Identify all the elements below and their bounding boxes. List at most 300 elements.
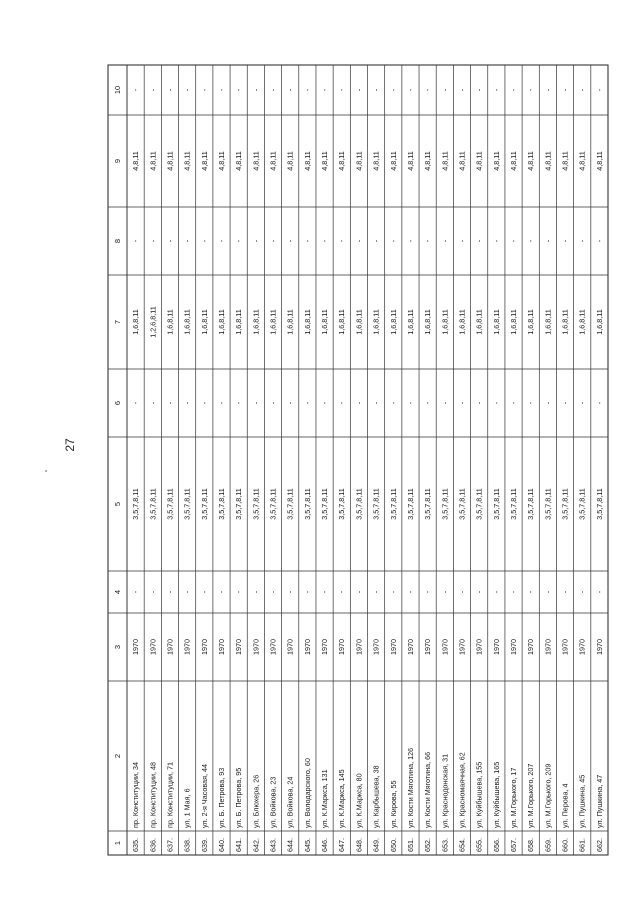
table-cell-col-6: - [457, 401, 467, 405]
table-cell-col-4: - [251, 590, 261, 594]
table-cell-col-7: 1,6,8,11 [302, 309, 312, 335]
table-cell-col-5: 3,5,7,8,11 [165, 488, 175, 520]
table-cell-col-5: 3,5,7,8,11 [216, 488, 226, 520]
table-cell-col-9: 4,8,11 [388, 151, 398, 171]
table-cell-col-4: - [165, 590, 175, 594]
table-cell-col-2: пр. Конституции, 48 [148, 761, 158, 828]
table-cell-col-2: пр. Конституции, 71 [165, 761, 175, 828]
table-cell-col-8: - [405, 239, 415, 243]
table-cell-col-5: 3,5,7,8,11 [148, 488, 158, 520]
table-cell-col-4: - [148, 590, 158, 594]
table-cell-col-3: 1970 [131, 639, 141, 655]
table-row [440, 88, 449, 852]
table-cell-col-4: - [560, 590, 570, 594]
table-cell-col-1: 653. [440, 838, 450, 852]
column-header-4: 4 [113, 589, 122, 595]
table-cell-col-4: - [594, 590, 604, 594]
table-cell-col-7: 1,6,8,11 [354, 309, 364, 335]
table-cell-col-9: 4,8,11 [577, 151, 587, 171]
table-row [526, 88, 535, 852]
table-cell-col-5: 3,5,7,8,11 [388, 488, 398, 520]
table-cell-col-4: - [199, 590, 209, 594]
table-cell-col-7: 1,6,8,11 [509, 309, 519, 335]
column-header-5: 5 [113, 501, 122, 507]
table-cell-col-4: - [543, 590, 553, 594]
table-cell-col-8: - [182, 239, 192, 243]
table-cell-col-3: 1970 [371, 639, 381, 655]
table-cell-col-3: 1970 [337, 639, 347, 655]
table-cell-col-8: - [320, 239, 330, 243]
table-cell-col-1: 656. [491, 838, 501, 852]
table-cell-col-2: ул. К.Маркса, 80 [354, 773, 364, 828]
table-cell-col-4: - [405, 590, 415, 594]
table-cell-col-3: 1970 [320, 639, 330, 655]
table-cell-col-8: - [251, 239, 261, 243]
table-cell-col-8: - [199, 239, 209, 243]
table-row [509, 88, 518, 852]
table-row [389, 88, 398, 852]
table-cell-col-10: - [148, 88, 158, 92]
table-cell-col-6: - [148, 401, 158, 405]
column-header-2: 2 [113, 753, 122, 759]
table-cell-col-6: - [543, 401, 553, 405]
column-header-7: 7 [113, 319, 122, 325]
table-cell-col-3: 1970 [457, 639, 467, 655]
table-cell-col-7: 1,6,8,11 [131, 309, 141, 335]
table-cell-col-9: 4,8,11 [423, 151, 433, 171]
table-cell-col-10: - [457, 88, 467, 92]
table-row [234, 88, 243, 852]
table-cell-col-4: - [474, 590, 484, 594]
table-cell-col-2: ул. 2-я Часовая, 44 [199, 764, 209, 828]
table-cell-col-1: 660. [560, 838, 570, 852]
table-cell-col-4: - [234, 590, 244, 594]
table-cell-col-2: ул. Кости Мяготина, 126 [405, 747, 415, 828]
table-cell-col-3: 1970 [423, 639, 433, 655]
table-cell-col-1: 654. [457, 838, 467, 852]
table-cell-col-6: - [320, 401, 330, 405]
table-cell-col-7: 1,6,8,11 [474, 309, 484, 335]
table-cell-col-2: ул. Кирова, 55 [388, 780, 398, 828]
table-cell-col-9: 4,8,11 [509, 151, 519, 171]
table-cell-col-5: 3,5,7,8,11 [371, 488, 381, 520]
table-cell-col-10: - [251, 88, 261, 92]
table-cell-col-5: 3,5,7,8,11 [560, 488, 570, 520]
table-cell-col-1: 639. [199, 838, 209, 852]
table-cell-col-1: 662. [594, 838, 604, 852]
table-cell-col-7: 1,6,8,11 [251, 309, 261, 335]
table-cell-col-5: 3,5,7,8,11 [302, 488, 312, 520]
table-cell-col-3: 1970 [165, 639, 175, 655]
table-cell-col-9: 4,8,11 [594, 151, 604, 171]
table-cell-col-10: - [474, 88, 484, 92]
table-cell-col-6: - [560, 401, 570, 405]
table-cell-col-9: 4,8,11 [371, 151, 381, 171]
table-cell-col-4: - [457, 590, 467, 594]
table-cell-col-3: 1970 [148, 639, 158, 655]
table-cell-col-8: - [491, 239, 501, 243]
table-cell-col-8: - [234, 239, 244, 243]
table-cell-col-2: ул. Перова, 4 [560, 783, 570, 828]
table-row [595, 88, 604, 852]
table-cell-col-1: 649. [371, 838, 381, 852]
table-cell-col-7: 1,6,8,11 [577, 309, 587, 335]
table-cell-col-3: 1970 [234, 639, 244, 655]
table-cell-col-2: пр. Конституции, 34 [131, 761, 141, 828]
table-row [337, 88, 346, 852]
table-cell-col-8: - [337, 239, 347, 243]
table-cell-col-10: - [371, 88, 381, 92]
table-row [354, 88, 363, 852]
table-row [131, 88, 140, 852]
table-cell-col-9: 4,8,11 [526, 151, 536, 171]
table-cell-col-3: 1970 [491, 639, 501, 655]
table-cell-col-6: - [371, 401, 381, 405]
table-cell-col-3: 1970 [526, 639, 536, 655]
table-row [475, 88, 484, 852]
table-cell-col-4: - [131, 590, 141, 594]
table-cell-col-8: - [474, 239, 484, 243]
table-cell-col-3: 1970 [182, 639, 192, 655]
table-cell-col-8: - [165, 239, 175, 243]
table-cell-col-1: 635. [131, 838, 141, 852]
rotated-table [108, 65, 608, 855]
table-cell-col-8: - [509, 239, 519, 243]
grid-lines [108, 65, 608, 855]
table-cell-col-3: 1970 [354, 639, 364, 655]
table-cell-col-3: 1970 [302, 639, 312, 655]
table-cell-col-4: - [371, 590, 381, 594]
table-cell-col-3: 1970 [405, 639, 415, 655]
table-cell-col-1: 658. [526, 838, 536, 852]
table-cell-col-7: 1,6,8,11 [337, 309, 347, 335]
table-cell-col-7: 1,6,8,11 [543, 309, 553, 335]
table-cell-col-2: ул. М.Горького, 207 [526, 763, 536, 828]
table-cell-col-3: 1970 [216, 639, 226, 655]
table-cell-col-10: - [320, 88, 330, 92]
table-cell-col-6: - [423, 401, 433, 405]
table-cell-col-9: 4,8,11 [182, 151, 192, 171]
table-cell-col-6: - [526, 401, 536, 405]
table-cell-col-2: ул. Пушкина, 47 [594, 774, 604, 828]
scan-speck [45, 470, 47, 472]
table-cell-col-2: ул. 1 Мая, 6 [182, 788, 192, 828]
table-cell-col-5: 3,5,7,8,11 [234, 488, 244, 520]
table-cell-col-6: - [216, 401, 226, 405]
table-cell-col-3: 1970 [440, 639, 450, 655]
table-cell-col-7: 1,6,8,11 [285, 309, 295, 335]
table-row [183, 88, 192, 852]
table-cell-col-7: 1,6,8,11 [560, 309, 570, 335]
table-cell-col-1: 643. [268, 838, 278, 852]
table-cell-col-9: 4,8,11 [457, 151, 467, 171]
table-cell-col-9: 4,8,11 [165, 151, 175, 171]
table-cell-col-2: ул. Войкова, 24 [285, 776, 295, 828]
table-cell-col-8: - [285, 239, 295, 243]
table-cell-col-9: 4,8,11 [474, 151, 484, 171]
table-cell-col-5: 3,5,7,8,11 [337, 488, 347, 520]
table-row [148, 88, 157, 852]
table-cell-col-6: - [285, 401, 295, 405]
table-cell-col-9: 4,8,11 [148, 151, 158, 171]
table-cell-col-5: 3,5,7,8,11 [251, 488, 261, 520]
table-cell-col-7: 1,6,8,11 [526, 309, 536, 335]
table-cell-col-6: - [594, 401, 604, 405]
table-cell-col-1: 641. [234, 838, 244, 852]
table-cell-col-4: - [268, 590, 278, 594]
table-cell-col-7: 1,6,8,11 [405, 309, 415, 335]
table-cell-col-6: - [440, 401, 450, 405]
table-row [578, 88, 587, 852]
table-cell-col-1: 642. [251, 838, 261, 852]
table-cell-col-8: - [216, 239, 226, 243]
table-cell-col-4: - [320, 590, 330, 594]
table-cell-col-2: ул. Краснодонская, 31 [440, 753, 450, 828]
table-cell-col-10: - [199, 88, 209, 92]
table-cell-col-7: 1,6,8,11 [457, 309, 467, 335]
table-cell-col-5: 3,5,7,8,11 [594, 488, 604, 520]
table-row [165, 88, 174, 852]
table-row [423, 88, 432, 852]
table-row [303, 88, 312, 852]
table-cell-col-4: - [337, 590, 347, 594]
table-row [251, 88, 260, 852]
table-cell-col-3: 1970 [543, 639, 553, 655]
table-cell-col-5: 3,5,7,8,11 [423, 488, 433, 520]
table-cell-col-10: - [285, 88, 295, 92]
table-row [320, 88, 329, 852]
table-cell-col-10: - [302, 88, 312, 92]
table-cell-col-3: 1970 [577, 639, 587, 655]
table-cell-col-7: 1,6,8,11 [182, 309, 192, 335]
table-cell-col-7: 1,6,8,11 [165, 309, 175, 335]
table-cell-col-9: 4,8,11 [234, 151, 244, 171]
table-cell-col-10: - [509, 88, 519, 92]
table-cell-col-10: - [234, 88, 244, 92]
table-cell-col-8: - [302, 239, 312, 243]
column-header-3: 3 [113, 644, 122, 650]
table-cell-col-7: 1,6,8,11 [371, 309, 381, 335]
table-cell-col-10: - [182, 88, 192, 92]
table-cell-col-1: 655. [474, 838, 484, 852]
table-cell-col-1: 638. [182, 838, 192, 852]
table-cell-col-7: 1,6,8,11 [216, 309, 226, 335]
table-cell-col-2: ул. Володарского, 60 [302, 758, 312, 828]
table-cell-col-4: - [577, 590, 587, 594]
column-header-6: 6 [113, 400, 122, 406]
table-cell-col-6: - [337, 401, 347, 405]
table-cell-col-1: 651. [405, 838, 415, 852]
table-cell-col-5: 3,5,7,8,11 [131, 488, 141, 520]
table-cell-col-3: 1970 [251, 639, 261, 655]
table-cell-col-9: 4,8,11 [405, 151, 415, 171]
table-cell-col-7: 1,2,6,8,11 [148, 306, 158, 338]
table-cell-col-1: 659. [543, 838, 553, 852]
table-cell-col-1: 637. [165, 838, 175, 852]
table-cell-col-7: 1,6,8,11 [268, 309, 278, 335]
table-cell-col-2: ул. Красномаячная, 62 [457, 752, 467, 828]
table-cell-col-5: 3,5,7,8,11 [285, 488, 295, 520]
table-cell-col-6: - [131, 401, 141, 405]
table-cell-col-5: 3,5,7,8,11 [509, 488, 519, 520]
table-cell-col-9: 4,8,11 [560, 151, 570, 171]
table-cell-col-3: 1970 [285, 639, 295, 655]
table-cell-col-5: 3,5,7,8,11 [543, 488, 553, 520]
table-cell-col-6: - [302, 401, 312, 405]
table-cell-col-5: 3,5,7,8,11 [268, 488, 278, 520]
table-cell-col-2: ул. Карбышева, 38 [371, 765, 381, 828]
table-cell-col-5: 3,5,7,8,11 [577, 488, 587, 520]
table-cell-col-5: 3,5,7,8,11 [457, 488, 467, 520]
table-cell-col-7: 1,6,8,11 [320, 309, 330, 335]
table-cell-col-10: - [405, 88, 415, 92]
table-cell-col-9: 4,8,11 [216, 151, 226, 171]
table-cell-col-9: 4,8,11 [337, 151, 347, 171]
table-grid [108, 65, 608, 855]
table-cell-col-3: 1970 [388, 639, 398, 655]
table-cell-col-7: 1,6,8,11 [199, 309, 209, 335]
table-cell-col-5: 3,5,7,8,11 [474, 488, 484, 520]
table-row [269, 88, 278, 852]
table-cell-col-10: - [337, 88, 347, 92]
table-cell-col-5: 3,5,7,8,11 [199, 488, 209, 520]
table-cell-col-1: 647. [337, 838, 347, 852]
table-cell-col-6: - [165, 401, 175, 405]
table-cell-col-6: - [199, 401, 209, 405]
table-cell-col-4: - [491, 590, 501, 594]
table-cell-col-10: - [165, 88, 175, 92]
table-cell-col-7: 1,6,8,11 [388, 309, 398, 335]
table-cell-col-9: 4,8,11 [131, 151, 141, 171]
table-cell-col-4: - [526, 590, 536, 594]
table-cell-col-10: - [423, 88, 433, 92]
table-row [543, 88, 552, 852]
table-cell-col-2: ул. К.Маркса, 145 [337, 769, 347, 828]
table-cell-col-5: 3,5,7,8,11 [320, 488, 330, 520]
table-cell-col-8: - [148, 239, 158, 243]
table-cell-col-2: ул. Войкова, 23 [268, 776, 278, 828]
table-cell-col-6: - [182, 401, 192, 405]
table-cell-col-6: - [405, 401, 415, 405]
table-cell-col-8: - [543, 239, 553, 243]
table-cell-col-1: 652. [423, 838, 433, 852]
table-cell-col-10: - [577, 88, 587, 92]
table-cell-col-10: - [543, 88, 553, 92]
table-cell-col-2: ул. Блюхера, 26 [251, 774, 261, 828]
table-row [406, 88, 415, 852]
table-cell-col-10: - [594, 88, 604, 92]
table-cell-col-9: 4,8,11 [543, 151, 553, 171]
table-cell-col-9: 4,8,11 [251, 151, 261, 171]
table-cell-col-3: 1970 [594, 639, 604, 655]
table-cell-col-4: - [423, 590, 433, 594]
table-row [492, 88, 501, 852]
table-cell-col-7: 1,6,8,11 [423, 309, 433, 335]
table-cell-col-3: 1970 [560, 639, 570, 655]
table-cell-col-9: 4,8,11 [440, 151, 450, 171]
table-cell-col-6: - [388, 401, 398, 405]
table-cell-col-10: - [526, 88, 536, 92]
table-cell-col-8: - [371, 239, 381, 243]
table-cell-col-7: 1,6,8,11 [491, 309, 501, 335]
table-cell-col-1: 646. [320, 838, 330, 852]
table-cell-col-10: - [216, 88, 226, 92]
table-cell-col-8: - [423, 239, 433, 243]
table-cell-col-5: 3,5,7,8,11 [440, 488, 450, 520]
table-cell-col-1: 661. [577, 838, 587, 852]
table-cell-col-2: ул. М.Горького, 209 [543, 763, 553, 828]
table-cell-col-1: 657. [509, 838, 519, 852]
table-cell-col-2: ул. Б. Петрова, 95 [234, 767, 244, 828]
table-cell-col-1: 640. [216, 838, 226, 852]
table-cell-col-6: - [251, 401, 261, 405]
table-cell-col-3: 1970 [268, 639, 278, 655]
table-cell-col-9: 4,8,11 [354, 151, 364, 171]
column-header-10: 10 [113, 85, 122, 95]
table-cell-col-1: 636. [148, 838, 158, 852]
table-cell-col-4: - [509, 590, 519, 594]
table-cell-col-8: - [354, 239, 364, 243]
table-cell-col-3: 1970 [199, 639, 209, 655]
table-cell-col-2: ул. М.Горького, 17 [509, 767, 519, 828]
table-cell-col-10: - [491, 88, 501, 92]
table-cell-col-4: - [388, 590, 398, 594]
table-cell-col-9: 4,8,11 [491, 151, 501, 171]
page-number: 27 [63, 438, 77, 452]
table-row [200, 88, 209, 852]
table-cell-col-1: 644. [285, 838, 295, 852]
table-row [217, 88, 226, 852]
table-cell-col-4: - [440, 590, 450, 594]
table-cell-col-2: ул. Куйбышева, 165 [491, 761, 501, 828]
table-cell-col-3: 1970 [474, 639, 484, 655]
table-cell-col-1: 645. [302, 838, 312, 852]
table-cell-col-8: - [594, 239, 604, 243]
table-cell-col-9: 4,8,11 [320, 151, 330, 171]
table-cell-col-6: - [577, 401, 587, 405]
table-cell-col-10: - [268, 88, 278, 92]
table-cell-col-7: 1,6,8,11 [440, 309, 450, 335]
table-cell-col-6: - [354, 401, 364, 405]
table-cell-col-4: - [285, 590, 295, 594]
table-cell-col-10: - [560, 88, 570, 92]
table-cell-col-9: 4,8,11 [199, 151, 209, 171]
table-cell-col-6: - [509, 401, 519, 405]
table-cell-col-10: - [131, 88, 141, 92]
table-cell-col-6: - [234, 401, 244, 405]
table-cell-col-1: 648. [354, 838, 364, 852]
table-cell-col-2: ул. К.Маркса, 131 [320, 769, 330, 828]
table-cell-col-6: - [268, 401, 278, 405]
table-row [286, 88, 295, 852]
table-cell-col-4: - [216, 590, 226, 594]
table-cell-col-8: - [268, 239, 278, 243]
table-cell-col-8: - [577, 239, 587, 243]
table-cell-col-4: - [354, 590, 364, 594]
table-cell-col-7: 1,6,8,11 [594, 309, 604, 335]
table-cell-col-5: 3,5,7,8,11 [526, 488, 536, 520]
table-cell-col-4: - [302, 590, 312, 594]
table-cell-col-8: - [457, 239, 467, 243]
column-header-1: 1 [113, 840, 122, 846]
table-cell-col-5: 3,5,7,8,11 [491, 488, 501, 520]
column-header-8: 8 [113, 238, 122, 244]
table-cell-col-2: ул. Б. Петрова, 93 [216, 767, 226, 828]
table-cell-col-8: - [560, 239, 570, 243]
table-cell-col-6: - [491, 401, 501, 405]
table-cell-col-7: 1,6,8,11 [234, 309, 244, 335]
table-cell-col-10: - [440, 88, 450, 92]
